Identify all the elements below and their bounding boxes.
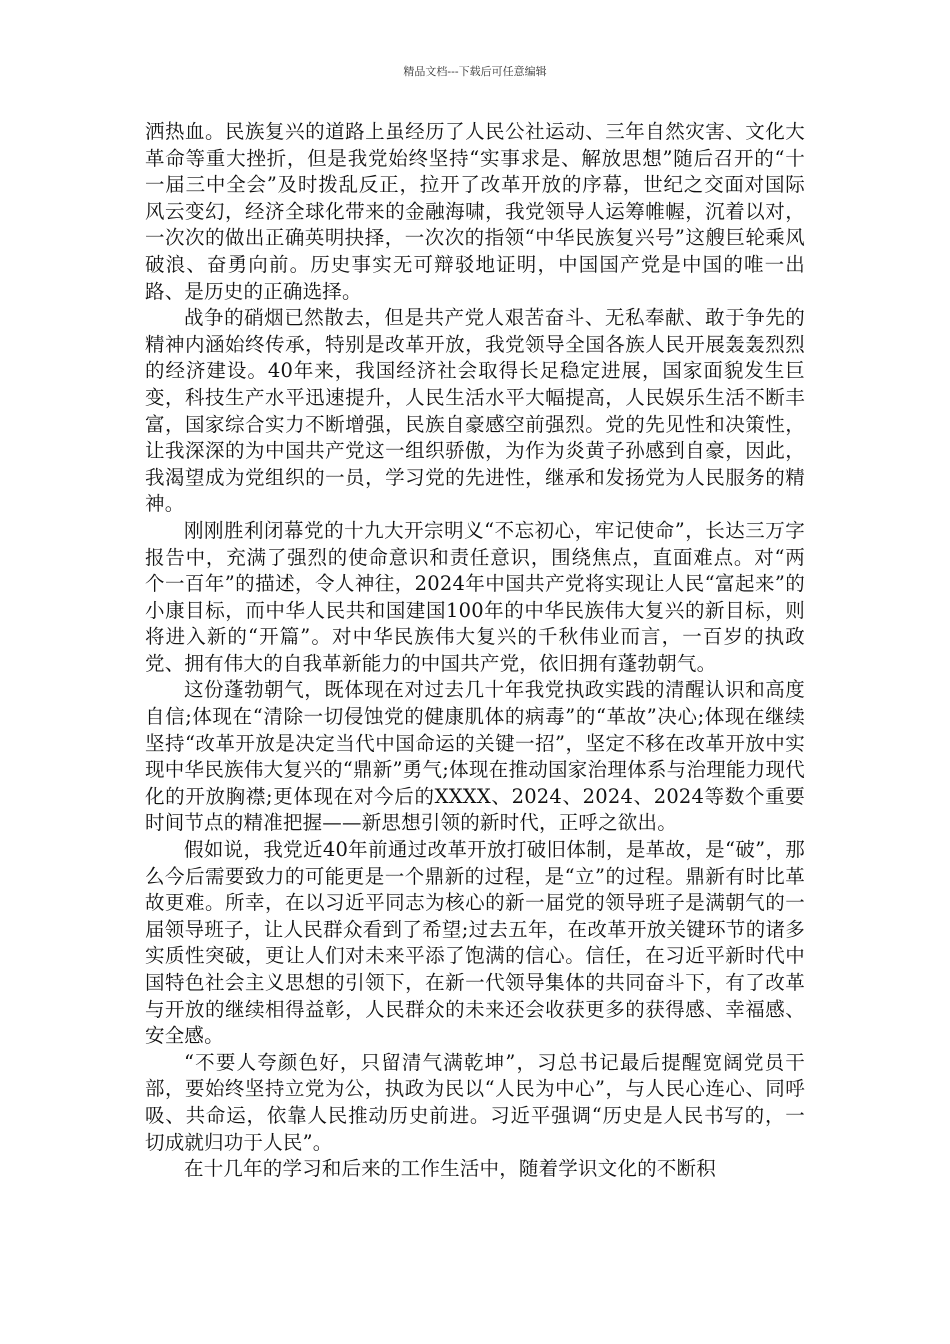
page-header: 精品文档---下载后可任意编辑: [403, 65, 547, 78]
paragraph-1: 洒热血。民族复兴的道路上虽经历了人民公社运动、三年自然灾害、文化大革命等重大挫折，但是我党始终坚持“实事求是、解放思想”随后召开的“十一届三中全会”及时拨乱反正，拉开了改革开放的序幕，世纪之交面对国际风云变幻，经济全球化带来的金融海啸，我党领导人运筹帷幄，沉着以对，一次次的做出正确英明抉择，一次次的指领“中华民族复兴号”这艘巨轮乘风破浪、奋勇向前。历史事实无可辩驳地证明，中国国产党是中国的唯一出路、是历史的正确选择。: [145, 120, 805, 303]
paragraph-4: 这份蓬勃朝气，既体现在对过去几十年我党执政实践的清醒认识和高度自信;体现在“清除一切侵蚀党的健康肌体的病毒”的“革故”决心;体现在继续坚持“改革开放是决定当代中国命运的关键一招”，坚定不移在改革开放中实现中华民族伟大复兴的“鼎新”勇气;体现在推动国家治理体系与治理能力现代化的开放胸襟;更体现在对今后的XXXX、2024、2024、2024等数个重要时间节点的精准把握——新思想引领的新时代，正呼之欲出。: [145, 678, 805, 835]
paragraph-6: “不要人夸颜色好，只留清气满乾坤”，习总书记最后提醒宽阔党员干部，要始终坚持立党为公，执政为民以“人民为中心”，与人民心连心、同呼吸、共命运，依靠人民推动历史前进。习近平强调“历史是人民书写的，一切成就归功于人民”。: [145, 1050, 805, 1154]
paragraph-3: 刚刚胜利闭幕党的十九大开宗明义“不忘初心，牢记使命”，长达三万字报告中，充满了强烈的使命意识和责任意识，围绕焦点，直面难点。对“两个一百年”的描述，令人神往，2024年中国共产党将实现让人民“富起来”的小康目标，而中华人民共和国建国100年的中华民族伟大复兴的新目标，则将进入新的“开篇”。对中华民族伟大复兴的千秋伟业而言，一百岁的执政党、拥有伟大的自我革新能力的中国共产党，依旧拥有蓬勃朝气。: [145, 518, 805, 675]
paragraph-2: 战争的硝烟已然散去，但是共产党人艰苦奋斗、无私奉献、敢于争先的精神内涵始终传承，特别是改革开放，我党领导全国各族人民开展轰轰烈烈的经济建设。40年来，我国经济社会取得长足稳定进展，国家面貌发生巨变，科技生产水平迅速提升，人民生活水平大幅提高，人民娱乐生活不断丰富，国家综合实力不断增强，民族自豪感空前强烈。党的先见性和决策性，让我深深的为中国共产党这一组织骄傲，为作为炎黄子孙感到自豪，因此，我渴望成为党组织的一员，学习党的先进性，继承和发扬党为人民服务的精神。: [145, 306, 805, 516]
document-body: [145, 119, 805, 1183]
paragraph-5: 假如说，我党近40年前通过改革开放打破旧体制，是革故，是“破”，那么今后需要致力的可能更是一个鼎新的过程，是“立”的过程。鼎新有时比革故更难。所幸，在以习近平同志为核心的新一届党的领导班子是满朝气的一届领导班子，让人民群众看到了希望;过去五年，在改革开放关键环节的诸多实质性突破，更让人们对未来平添了饱满的信心。信任，在习近平新时代中国特色社会主义思想的引领下，在新一代领导集体的共同奋斗下，有了改革与开放的继续相得益彰，人民群众的未来还会收获更多的获得感、幸福感、安全感。: [145, 838, 805, 1048]
paragraph-7: 在十几年的学习和后来的工作生活中，随着学识文化的不断积: [184, 1157, 716, 1181]
